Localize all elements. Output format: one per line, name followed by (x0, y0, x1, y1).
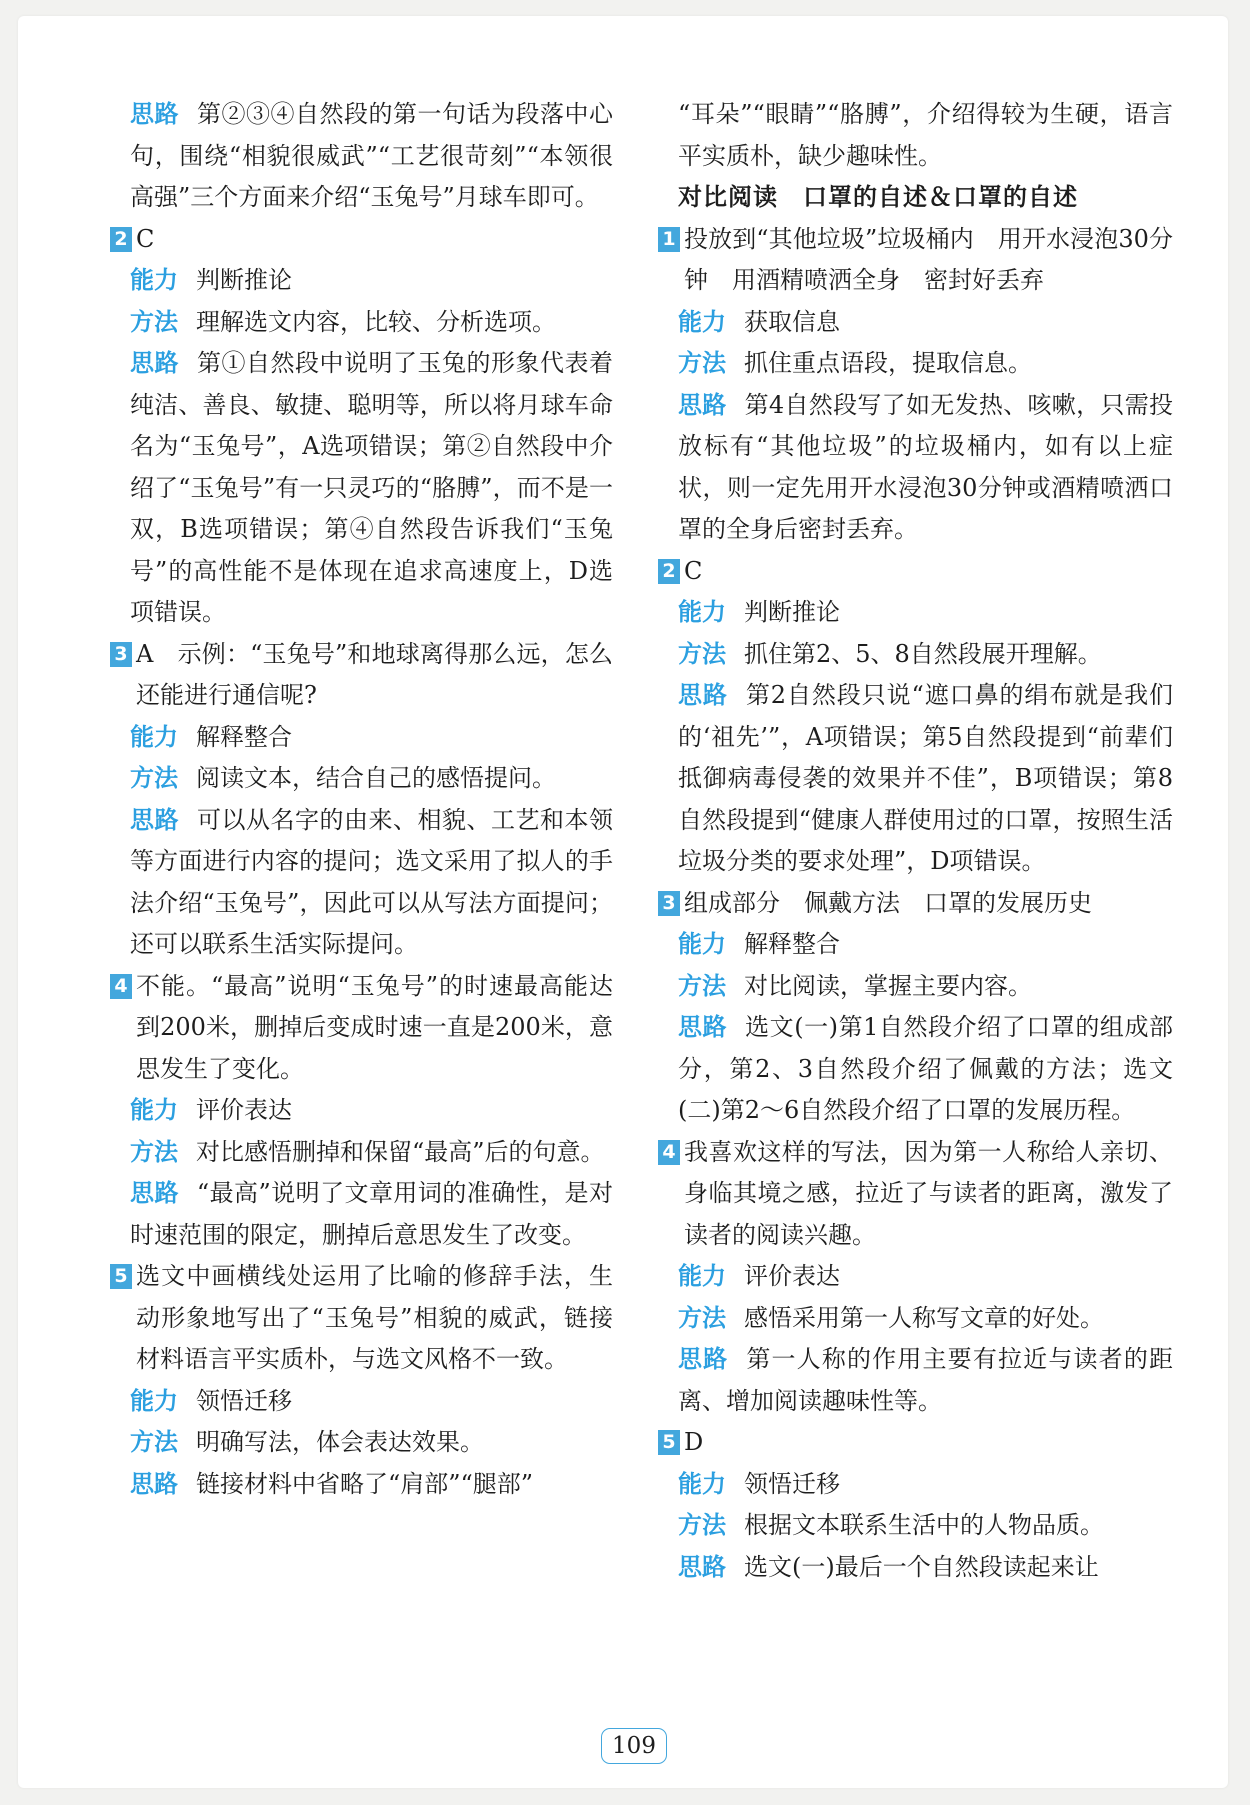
idea-row: 思路 “最高”说明了文章用词的准确性，是对时速范围的限定，删掉后意思发生了改变。 (130, 1179, 613, 1249)
continued-text: “耳朵”“眼睛”“胳膊”，介绍得较为生硬，语言平实质朴，缺少趣味性。 (678, 100, 1173, 170)
ability-row: 能力 领悟迁移 (678, 1469, 840, 1498)
method-label: 方法 (678, 971, 726, 1000)
ability-label: 能力 (678, 1469, 726, 1498)
method-label: 方法 (130, 1428, 178, 1456)
idea-label: 思路 (130, 349, 179, 377)
ability-label: 能力 (130, 1386, 178, 1415)
method-label: 方法 (678, 1303, 726, 1332)
ability-row: 能力 领悟迁移 (130, 1386, 292, 1415)
idea-label: 思路 (678, 390, 727, 419)
method-row: 方法 阅读文本，结合自己的感悟提问。 (130, 764, 556, 792)
idea-row: 思路 链接材料中省略了“肩部”“腿部” (130, 1469, 534, 1498)
idea-label: 思路 (130, 1179, 179, 1207)
idea-label: 思路 (678, 1013, 728, 1041)
right-column (658, 94, 1173, 1588)
ability-label: 能力 (678, 930, 726, 958)
question-number-badge: 3 (110, 642, 132, 667)
ability-row: 能力 评价表达 (678, 1262, 840, 1290)
question-number-badge: 4 (110, 974, 132, 999)
page (18, 16, 1228, 1788)
idea-label: 思路 (130, 805, 179, 834)
ability-row: 能力 解释整合 (678, 930, 840, 958)
question-5 (658, 1422, 1173, 1464)
question-number-badge: 5 (110, 1264, 132, 1289)
question-number-badge: 1 (658, 227, 680, 252)
question-2 (110, 219, 613, 261)
idea-row: 思路 第一人称的作用主要有拉近与读者的距离、增加阅读趣味性等。 (678, 1345, 1174, 1415)
continued-idea: 思路 第②③④自然段的第一句话为段落中心句，围绕“相貌很威武”“工艺很苛刻”“本领很高强”三个方面来介绍“玉兔号”月球车即可。 (130, 100, 613, 211)
method-row: 方法 根据文本联系生活中的人物品质。 (678, 1511, 1104, 1539)
idea-label: 思路 (678, 1552, 726, 1581)
method-label: 方法 (130, 764, 178, 792)
ability-label: 能力 (130, 722, 178, 751)
question-number-badge: 5 (658, 1430, 680, 1455)
answer-text: D (684, 1428, 704, 1456)
method-label: 方法 (678, 349, 726, 377)
ability-label: 能力 (130, 1096, 178, 1124)
question-number-badge: 2 (110, 227, 132, 252)
question-3 (110, 634, 613, 717)
method-label: 方法 (678, 639, 726, 668)
answer-text: 组成部分 佩戴方法 口罩的发展历史 (684, 888, 1092, 917)
answer-text: 我喜欢这样的写法，因为第一人称给人亲切、身临其境之感，拉近了与读者的距离，激发了读者的阅读兴趣。 (684, 1137, 1173, 1249)
left-column (110, 94, 613, 1505)
question-1 (658, 219, 1173, 302)
answer-text: 不能。“最高”说明“玉兔号”的时速最高能达到200米，删掉后变成时速一直是200米，意思发生了变化。 (136, 971, 613, 1083)
question-number-badge: 4 (658, 1140, 680, 1165)
ability-label: 能力 (678, 307, 726, 336)
idea-label: 思路 (130, 1469, 178, 1498)
method-row: 方法 理解选文内容，比较、分析选项。 (130, 307, 556, 336)
idea-row: 思路 选文(一)第1自然段介绍了口罩的组成部分，第2、3自然段介绍了佩戴的方法；选文(二)第2～6自然段介绍了口罩的发展历程。 (678, 1013, 1174, 1124)
question-2 (658, 551, 1173, 593)
idea-label: 思路 (678, 1345, 729, 1373)
idea-row: 思路 可以从名字的由来、相貌、工艺和本领等方面进行内容的提问；选文采用了拟人的手法介绍“玉兔号”，因此可以从写法方面提问；还可以联系生活实际提问。 (130, 805, 613, 958)
question-number-badge: 3 (658, 891, 680, 916)
section-title: 对比阅读 口罩的自述＆口罩的自述 (678, 183, 1078, 211)
question-number-badge: 2 (658, 559, 680, 584)
idea-row: 思路 第4自然段写了如无发热、咳嗽，只需投放标有“其他垃圾”的垃圾桶内，如有以上症状，则一定先用开水浸泡30分钟或酒精喷洒口罩的全身后密封丢弃。 (678, 390, 1173, 543)
page-number: 109 (601, 1728, 667, 1764)
method-row: 方法 感悟采用第一人称写文章的好处。 (678, 1303, 1104, 1332)
idea-label: 思路 (130, 100, 179, 128)
method-row: 方法 抓住第2、5、8自然段展开理解。 (678, 639, 1102, 668)
ability-row: 能力 判断推论 (130, 266, 292, 294)
answer-text: C (136, 224, 155, 253)
ability-row: 能力 评价表达 (130, 1096, 292, 1124)
answer-text: 投放到“其他垃圾”垃圾桶内 用开水浸泡30分钟 用酒精喷洒全身 密封好丢弃 (684, 224, 1173, 294)
method-row: 方法 对比感悟删掉和保留“最高”后的句意。 (130, 1137, 605, 1166)
question-4 (110, 966, 613, 1091)
ability-label: 能力 (130, 266, 178, 294)
ability-row: 能力 判断推论 (678, 598, 840, 626)
idea-label: 思路 (678, 681, 728, 709)
method-row: 方法 对比阅读，掌握主要内容。 (678, 971, 1032, 1000)
ability-label: 能力 (678, 598, 726, 626)
idea-row: 思路 选文(一)最后一个自然段读起来让 (678, 1552, 1099, 1581)
answer-text: C (684, 556, 703, 585)
method-label: 方法 (130, 1137, 178, 1166)
method-label: 方法 (130, 307, 178, 336)
method-row: 方法 明确写法，体会表达效果。 (130, 1428, 484, 1456)
ability-row: 能力 获取信息 (678, 307, 840, 336)
method-label: 方法 (678, 1511, 726, 1539)
question-3 (658, 883, 1173, 925)
question-4 (658, 1132, 1173, 1257)
ability-label: 能力 (678, 1262, 726, 1290)
answer-text: A 示例：“玉兔号”和地球离得那么远，怎么还能进行通信呢? (136, 639, 613, 709)
idea-row: 思路 第2自然段只说“遮口鼻的绢布就是我们的‘祖先’”，A项错误；第5自然段提到“前辈们抵御病毒侵袭的效果并不佳”，B项错误；第8自然段提到“健康人群使用过的口罩，按照生活垃圾分类的要求处理”，D项错误。 (678, 681, 1173, 875)
ability-row: 能力 解释整合 (130, 722, 292, 751)
idea-row: 思路 第①自然段中说明了玉兔的形象代表着纯洁、善良、敏捷、聪明等，所以将月球车命名为“玉兔号”，A选项错误；第②自然段中介绍了“玉兔号”有一只灵巧的“胳膊”，而不是一双，B选项错误；第④自然段告诉我们“玉兔号”的高性能不是体现在追求高速度上，D选项错误。 (130, 349, 613, 626)
answer-text: 选文中画横线处运用了比喻的修辞手法，生动形象地写出了“玉兔号”相貌的威武，链接材料语言平实质朴，与选文风格不一致。 (136, 1262, 613, 1373)
method-row: 方法 抓住重点语段，提取信息。 (678, 349, 1032, 377)
question-5 (110, 1256, 613, 1381)
